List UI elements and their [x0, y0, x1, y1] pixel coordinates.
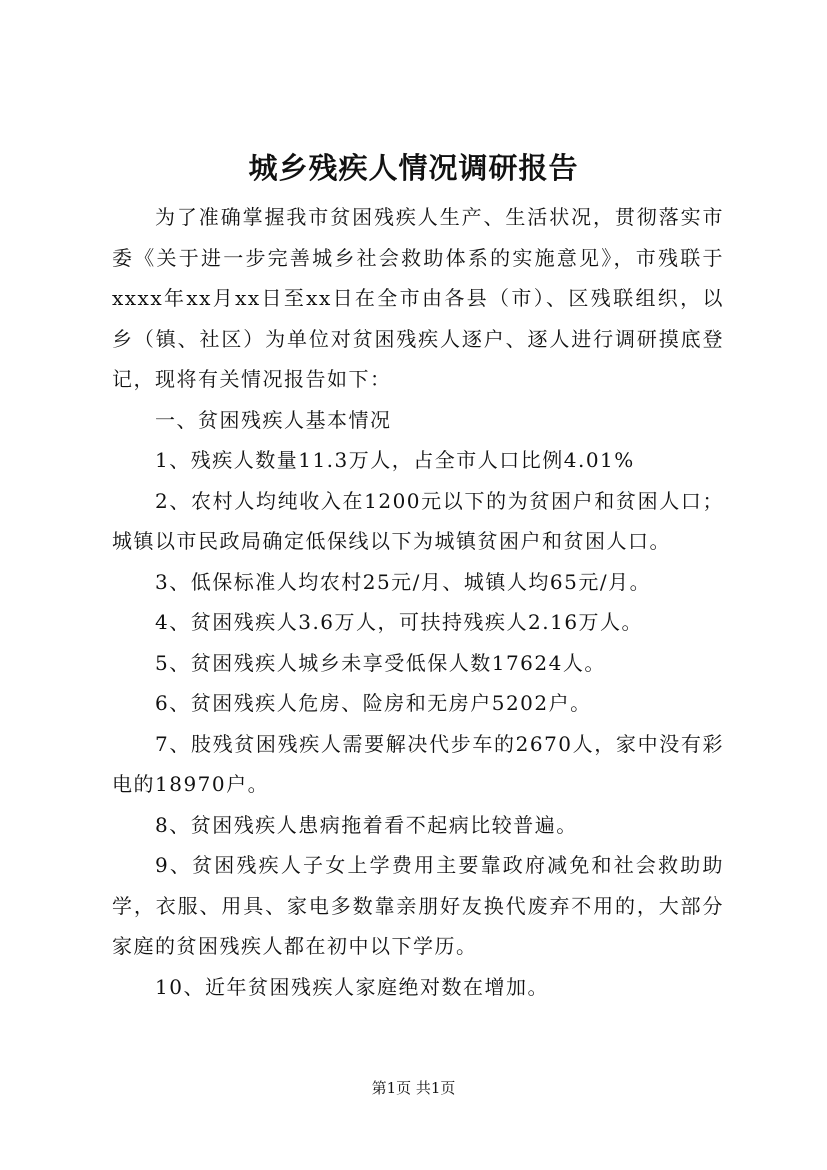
section-heading: 一、贫困残疾人基本情况: [155, 407, 392, 432]
page-footer: 第1页 共1页: [371, 1079, 456, 1097]
list-item: 2、农村人均纯收入在1200元以下的为贫困户和贫困人口；城镇以市民政局确定低保线以下为城镇贫困户和贫困人口。: [112, 488, 724, 553]
list-item: 1、残疾人数量11.3万人，占全市人口比例4.01%: [155, 448, 635, 472]
list-item: 6、贫困残疾人危房、险房和无房户5202户。: [155, 691, 592, 715]
document-body: [112, 197, 724, 1007]
list-item: 4、贫困残疾人3.6万人，可扶持残疾人2.16万人。: [155, 610, 644, 634]
list-item: 8、贫困残疾人患病拖着看不起病比较普遍。: [155, 812, 578, 837]
paragraph-intro: 为了准确掌握我市贫困残疾人生产、生活状况，贯彻落实市委《关于进一步完善城乡社会救助体系的实施意见》，市残联于xxxx年xx月xx日至xx日在全市由各县（市）、区残联组织，以乡（镇、社区）为单位对贫困残疾人逐户、逐人进行调研摸底登记，现将有关情况报告如下：: [112, 205, 724, 391]
list-item: 5、贫困残疾人城乡未享受低保人数17624人。: [155, 650, 606, 675]
list-item: 10、近年贫困残疾人家庭绝对数在增加。: [155, 974, 549, 999]
list-item: 3、低保标准人均农村25元/月、城镇人均65元/月。: [155, 569, 652, 594]
list-item: 7、肢残贫困残疾人需要解决代步车的2670人，家中没有彩电的18970户。: [112, 731, 724, 796]
document-title: 城乡残疾人情况调研报告: [248, 151, 579, 185]
list-item: 9、贫困残疾人子女上学费用主要靠政府减免和社会救助助学，衣服、用具、家电多数靠亲朋好友换代废弃不用的，大部分家庭的贫困残疾人都在初中以下学历。: [112, 853, 724, 958]
